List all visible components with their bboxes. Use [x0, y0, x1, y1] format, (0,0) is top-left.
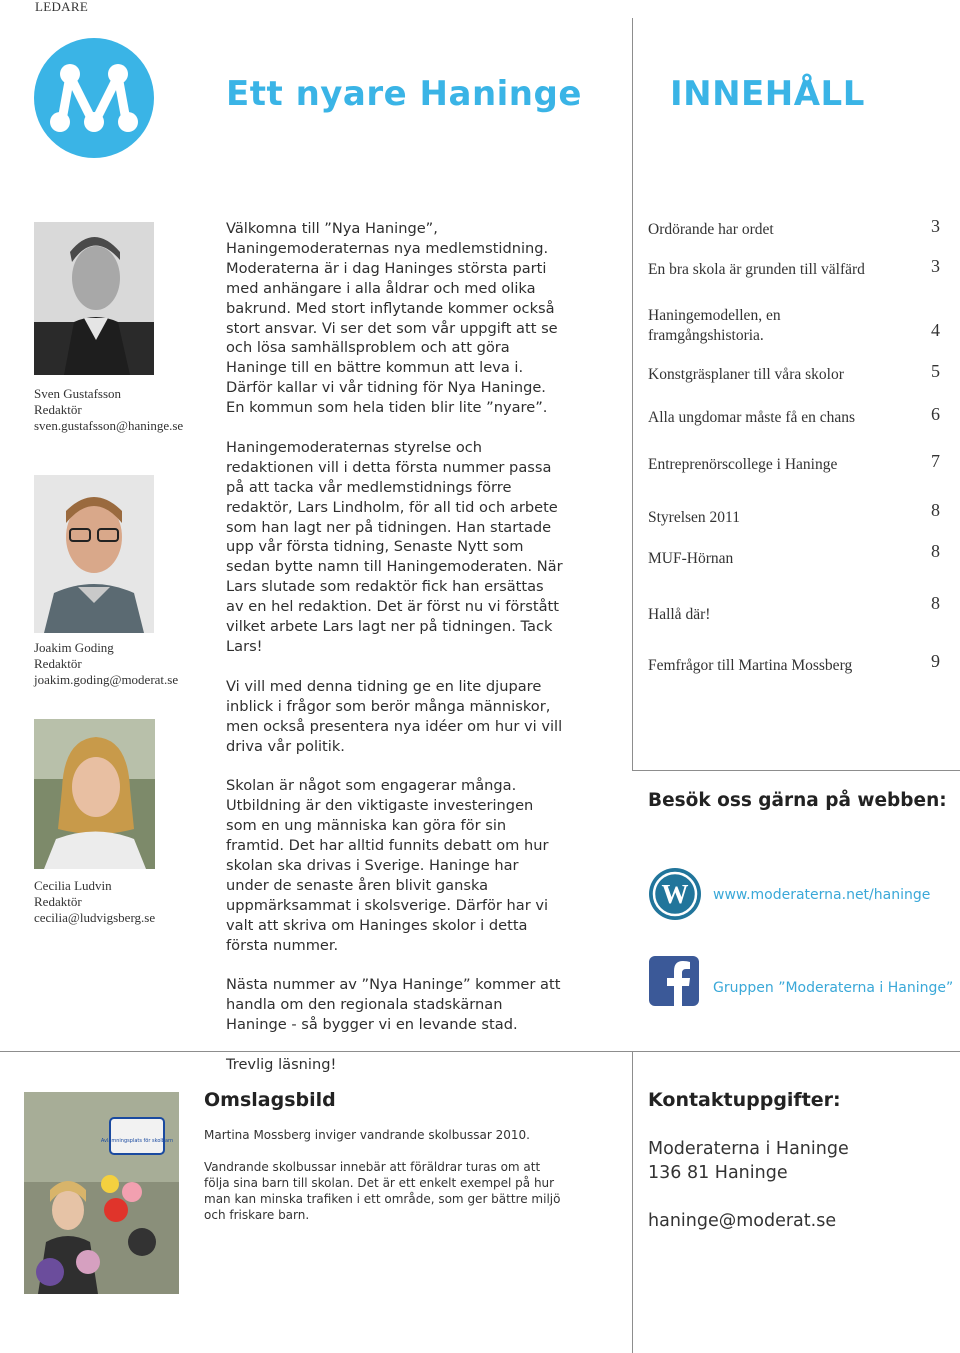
toc-item-page: 7 — [931, 451, 940, 471]
wordpress-icon — [648, 867, 702, 921]
svg-text:W: W — [661, 879, 689, 909]
intro-paragraph: Skolan är något som engagerar många. Utbildning är den viktigaste investeringen som en ung människa kan göra för sin framtid. Det har alltid funnits debatt om hur skolan ska drivas i Sverige. Haninge har under de senaste åren blivit ganska uppmärksammat i skolsverige. Därför har vi valt att skriva om Haninges skolor i detta första nummer. — [226, 777, 549, 954]
editor-name: Cecilia Ludvin — [34, 878, 112, 893]
toc-item-title: Alla ungdomar måste få en chans — [648, 409, 856, 426]
intro-paragraph: Nästa nummer av ”Nya Haninge” kommer att handla om den regionala stadskärnan Haninge - så bygger vi en levande stad. — [226, 976, 561, 1034]
toc-item-title: Styrelsen 2011 — [648, 509, 740, 526]
intro-paragraph: Vi vill med denna tidning ge en lite djupare inblick i frågor som berör många människor, men också presentera nya idéer om hur vi vill driva vår politik. — [226, 677, 563, 755]
editor-name: Sven Gustafsson — [34, 386, 122, 401]
editor-email[interactable]: cecilia@ludvigsberg.se — [34, 910, 156, 925]
editor-caption-3 — [34, 878, 155, 926]
editor-role: Redaktör — [34, 656, 82, 671]
editor-role: Redaktör — [34, 402, 82, 417]
toc-item-title: MUF-Hörnan — [648, 550, 734, 567]
toc-item-page: 8 — [931, 541, 940, 561]
toc-title: INNEHÅLL — [670, 74, 865, 114]
toc-item-page: 3 — [931, 256, 940, 276]
contact-address: 136 81 Haninge — [648, 1163, 788, 1183]
toc-item-title: Ordörande har ordet — [648, 221, 774, 238]
toc-item-page: 4 — [931, 320, 940, 340]
facebook-group-link[interactable]: Gruppen ”Moderaterna i Haninge” — [713, 980, 954, 996]
intro-paragraph: Trevlig läsning! — [226, 1055, 337, 1073]
toc-item-title: Femfrågor till Martina Mossberg — [648, 657, 853, 674]
intro-text — [226, 219, 564, 1095]
website-link[interactable]: www.moderaterna.net/haninge — [713, 887, 931, 903]
toc-item-page: 9 — [931, 651, 940, 671]
section-label: LEDARE — [35, 0, 89, 14]
toc-item-page: 6 — [931, 404, 940, 424]
cover-sign-text: Avlämningsplats för skolbarn — [100, 1138, 174, 1144]
editor-caption-2 — [34, 640, 178, 688]
facebook-icon — [649, 956, 699, 1006]
toc-item-title: Haningemodellen, en framgångshistoria. — [648, 307, 781, 344]
contact-email[interactable]: haninge@moderat.se — [648, 1211, 837, 1231]
toc-item-title: Hallå där! — [648, 606, 711, 623]
column-divider-top — [632, 18, 633, 770]
page-title: Ett nyare Haninge — [226, 74, 582, 114]
toc-item-page: 8 — [931, 500, 940, 520]
editor-photo-joakim — [34, 475, 154, 633]
contact-org: Moderaterna i Haninge — [648, 1139, 849, 1159]
toc-item-page: 5 — [931, 361, 940, 381]
toc-item-page: 3 — [931, 216, 940, 236]
toc-item-page: 8 — [931, 593, 940, 613]
editor-name: Joakim Goding — [34, 640, 114, 655]
toc-item-title: En bra skola är grunden till välfärd — [648, 261, 865, 278]
intro-paragraph: Haningemoderaternas styrelse och redaktionen vill i detta första nummer passa på att tacka vår medlemstidnings förre redaktör, Lars Lindholm, för all tid och arbete som han lagt ner på tidningen. Han startade upp vår första tidning, Senaste Nytt som sedan bytte namn till Haningemoderaten. När Lars slutade som redaktör fick han ersättas av en hel redaktion. Det är först nu vi förstått vilket arbete Lars lagt ner på tidningen. Tack Lars! — [226, 438, 563, 656]
cover-title: Omslagsbild — [204, 1089, 336, 1111]
toc-item-title: Konstgräsplaner till våra skolor — [648, 366, 844, 383]
editor-caption-1 — [34, 386, 183, 434]
cover-description: Vandrande skolbussar innebär att föräldrar turas om att följa sina barn till skolan. Det är ett enkelt exempel på hur man kan minska trafiken i ett område, som ger bättre miljö och friskare barn. — [204, 1160, 561, 1222]
web-title: Besök oss gärna på webben: — [648, 790, 947, 811]
editor-email[interactable]: sven.gustafsson@haninge.se — [34, 418, 184, 433]
editor-photo-cecilia — [34, 719, 155, 869]
editor-role: Redaktör — [34, 894, 82, 909]
moderaterna-logo-icon — [34, 38, 154, 158]
intro-paragraph: Välkomna till ”Nya Haninge”, Haningemoderaternas nya medlemstidning. Moderaterna är i dag Haninges största parti med anhängare i alla åldrar och med olika bakrund. Med stort inflytande kommer också stort ansvar. Vi ser det som vår uppgift att se och lösa samhällsproblem och att göra Haninge till en bättre kommun att leva i. Därför kallar vi vår tidning för Nya Haninge. En kommun som hela tiden blir lite ”nyare”. — [226, 220, 558, 417]
toc-item-title: Entreprenörscollege i Haninge — [648, 456, 838, 473]
editor-photo-sven — [34, 222, 154, 375]
contact-title: Kontaktuppgifter: — [648, 1089, 841, 1111]
column-divider-bottom — [632, 1051, 633, 1353]
toc-web-divider — [632, 770, 960, 771]
cover-caption: Martina Mossberg inviger vandrande skolbussar 2010. — [204, 1128, 530, 1142]
cover-photo — [24, 1092, 179, 1294]
editor-email[interactable]: joakim.goding@moderat.se — [34, 672, 179, 687]
